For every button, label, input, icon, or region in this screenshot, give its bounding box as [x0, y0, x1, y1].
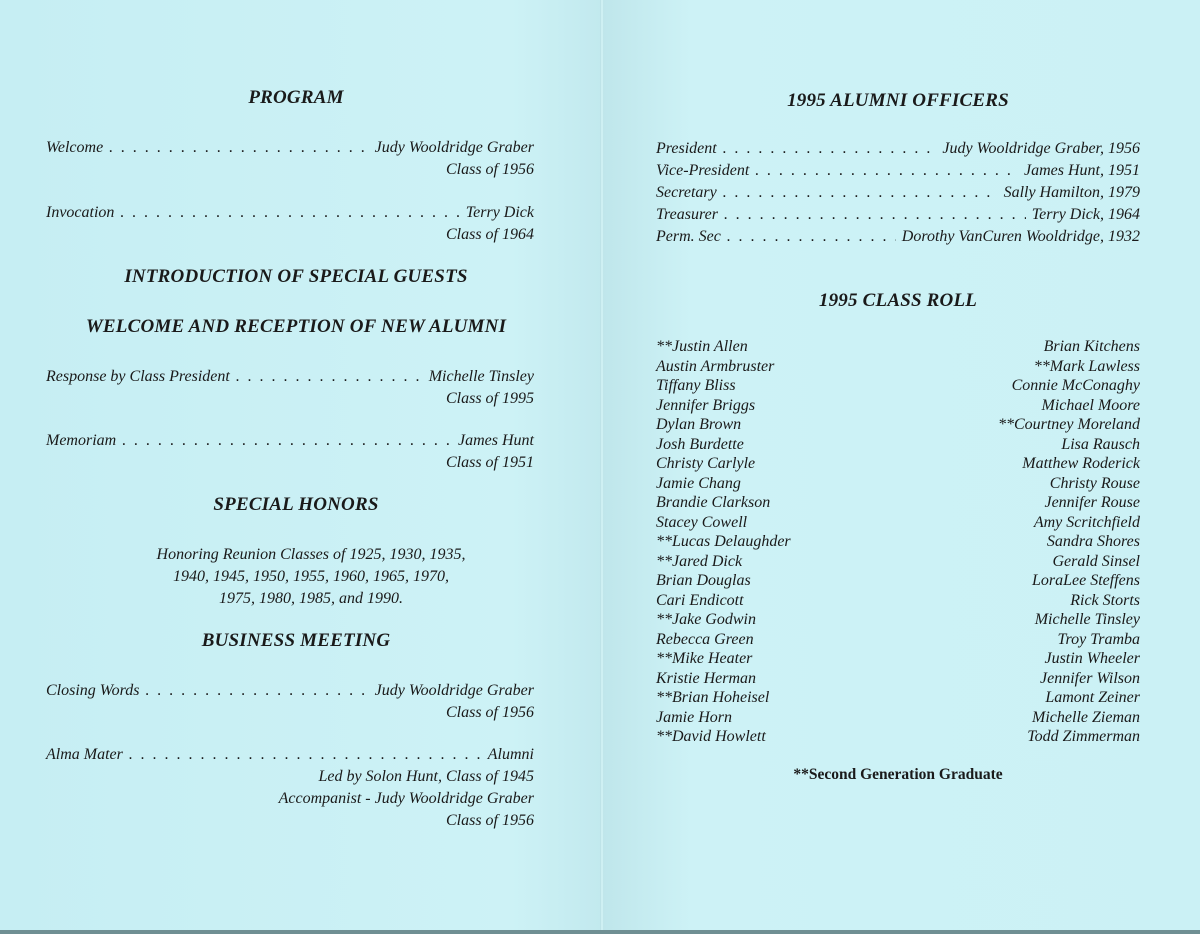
leader-dots [120, 202, 459, 224]
class-roll-name: Christy Carlyle [656, 455, 756, 472]
class-roll-right-column [880, 337, 1140, 747]
program-entry-invocation [46, 202, 534, 246]
entry-detail: Accompanist - Judy Wooldridge Graber [278, 790, 534, 807]
leader-dots [109, 137, 368, 159]
entry-label: Memoriam [46, 432, 117, 449]
entry-name: Judy Wooldridge Graber [374, 139, 534, 156]
class-roll-name: Lamont Zeiner [1045, 689, 1140, 706]
program-entry-welcome [46, 137, 534, 181]
entry-class: Class of 1956 [445, 704, 534, 721]
entry-detail: Led by Solon Hunt, Class of 1945 [318, 768, 534, 785]
officer-title: Secretary [656, 184, 717, 201]
welcome-reception-heading: WELCOME AND RECEPTION OF NEW ALUMNI [85, 316, 507, 337]
honors-line: 1975, 1980, 1985, and 1990. [219, 590, 403, 607]
class-roll-name: Christy Rouse [1049, 474, 1140, 492]
class-roll-heading: 1995 CLASS ROLL [818, 290, 978, 311]
class-roll-name: Jennifer Briggs [656, 396, 756, 414]
class-roll-name: Josh Burdette [656, 435, 744, 453]
class-roll-name: Sandra Shores [1046, 533, 1140, 550]
entry-label: Invocation [46, 204, 115, 221]
officer-title: President [656, 140, 717, 157]
class-roll-name: **Lucas Delaughder [656, 533, 791, 550]
class-roll-name: **Jake Godwin [656, 611, 756, 628]
class-roll-name: LoraLee Steffens [1032, 572, 1140, 589]
entry-class: Class of 1956 [445, 812, 534, 829]
class-roll-name: **Mike Heater [656, 650, 753, 667]
officer-row [656, 204, 1140, 226]
leader-dots [755, 160, 1018, 182]
class-roll-name: Gerald Sinsel [1052, 552, 1140, 570]
leader-dots [146, 680, 369, 702]
officer-title: Treasurer [656, 206, 718, 223]
program-heading: PROGRAM [248, 87, 344, 108]
officer-title: Vice-President [656, 162, 750, 179]
leader-dots [727, 226, 896, 248]
class-roll-name: Jennifer Rouse [1044, 494, 1140, 511]
class-roll-name: Todd Zimmerman [1027, 728, 1140, 745]
class-roll-name: Stacey Cowell [656, 513, 748, 531]
class-roll-name: Michelle Tinsley [1034, 611, 1140, 628]
entry-class: Class of 1995 [445, 390, 534, 407]
class-roll-name: **David Howlett [656, 728, 766, 745]
entry-label: Response by Class President [46, 368, 230, 385]
leader-dots [122, 430, 452, 452]
officer-title: Perm. Sec [656, 228, 721, 245]
class-roll-name: Brandie Clarkson [656, 494, 771, 511]
class-roll-name: Matthew Roderick [1022, 455, 1140, 472]
officer-name: Dorothy VanCuren Wooldridge, 1932 [901, 228, 1140, 245]
program-entry-closing [46, 680, 534, 724]
entry-name: Judy Wooldridge Graber [374, 682, 534, 699]
class-roll-name: **Brian Hoheisel [656, 689, 770, 706]
program-entry-alma-mater [46, 744, 534, 832]
class-roll-name: Kristie Herman [656, 669, 756, 687]
intro-guests-heading: INTRODUCTION OF SPECIAL GUESTS [124, 266, 468, 287]
officer-row [656, 138, 1140, 160]
leader-dots [723, 138, 937, 160]
class-roll-name: Lisa Rausch [1061, 435, 1140, 453]
honors-line: Honoring Reunion Classes of 1925, 1930, 1935, [156, 546, 466, 563]
class-roll-name: Jamie Horn [656, 708, 732, 726]
class-roll-name: Jamie Chang [656, 474, 741, 492]
entry-class: Class of 1951 [445, 454, 534, 471]
footnote-second-generation: **Second Generation Graduate [793, 766, 1003, 783]
entry-name: Michelle Tinsley [428, 368, 534, 385]
leader-dots [129, 744, 482, 766]
class-roll-name: Brian Douglas [656, 572, 751, 589]
officer-row [656, 160, 1140, 182]
class-roll-name: **Courtney Moreland [997, 416, 1140, 433]
class-roll-name: Dylan Brown [656, 416, 742, 433]
officers-heading: 1995 ALUMNI OFFICERS [787, 90, 1009, 111]
officer-name: Judy Wooldridge Graber, 1956 [942, 140, 1140, 157]
special-honors-heading: SPECIAL HONORS [213, 494, 379, 515]
entry-label: Welcome [46, 139, 104, 156]
entry-name: Terry Dick [465, 204, 534, 221]
entry-label: Closing Words [46, 682, 140, 699]
honors-line: 1940, 1945, 1950, 1955, 1960, 1965, 1970, [173, 568, 449, 585]
class-roll-name: Michelle Zieman [1032, 708, 1140, 726]
class-roll-name: Cari Endicott [656, 591, 744, 609]
leader-dots [723, 182, 998, 204]
bottom-edge [0, 930, 1200, 934]
class-roll-name: **Justin Allen [656, 338, 748, 355]
class-roll-name: Brian Kitchens [1043, 338, 1140, 355]
class-roll-name: Amy Scritchfield [1033, 513, 1140, 531]
honors-text [46, 544, 576, 610]
class-roll-name: **Jared Dick [656, 552, 743, 570]
class-roll-name: Connie McConaghy [1011, 377, 1140, 394]
class-roll-name: Austin Armbruster [656, 357, 775, 375]
class-roll-name: Michael Moore [1041, 396, 1140, 414]
officer-name: Sally Hamilton, 1979 [1003, 184, 1140, 201]
class-roll-name: Rebecca Green [656, 630, 754, 648]
officers-list [656, 138, 1140, 248]
officer-name: Terry Dick, 1964 [1031, 206, 1140, 223]
leader-dots [724, 204, 1026, 226]
business-meeting-heading: BUSINESS MEETING [201, 630, 391, 651]
entry-class: Class of 1964 [445, 226, 534, 243]
class-roll-name: Justin Wheeler [1044, 650, 1140, 667]
class-roll-name: Rick Storts [1070, 591, 1140, 609]
class-roll-left-column [656, 337, 876, 747]
officer-row [656, 182, 1140, 204]
class-roll-name: Tiffany Bliss [656, 377, 736, 394]
class-roll-name: **Mark Lawless [1033, 357, 1140, 375]
program-entry-memoriam [46, 430, 534, 474]
entry-name: James Hunt [458, 432, 534, 449]
leader-dots [236, 366, 423, 388]
entry-name: Alumni [487, 746, 534, 763]
class-roll-name: Jennifer Wilson [1040, 669, 1140, 687]
program-entry-response [46, 366, 534, 410]
center-fold [600, 0, 604, 934]
entry-class: Class of 1956 [445, 161, 534, 178]
class-roll-name: Troy Tramba [1057, 630, 1140, 648]
officer-row [656, 226, 1140, 248]
entry-label: Alma Mater [46, 746, 123, 763]
officer-name: James Hunt, 1951 [1024, 162, 1140, 179]
